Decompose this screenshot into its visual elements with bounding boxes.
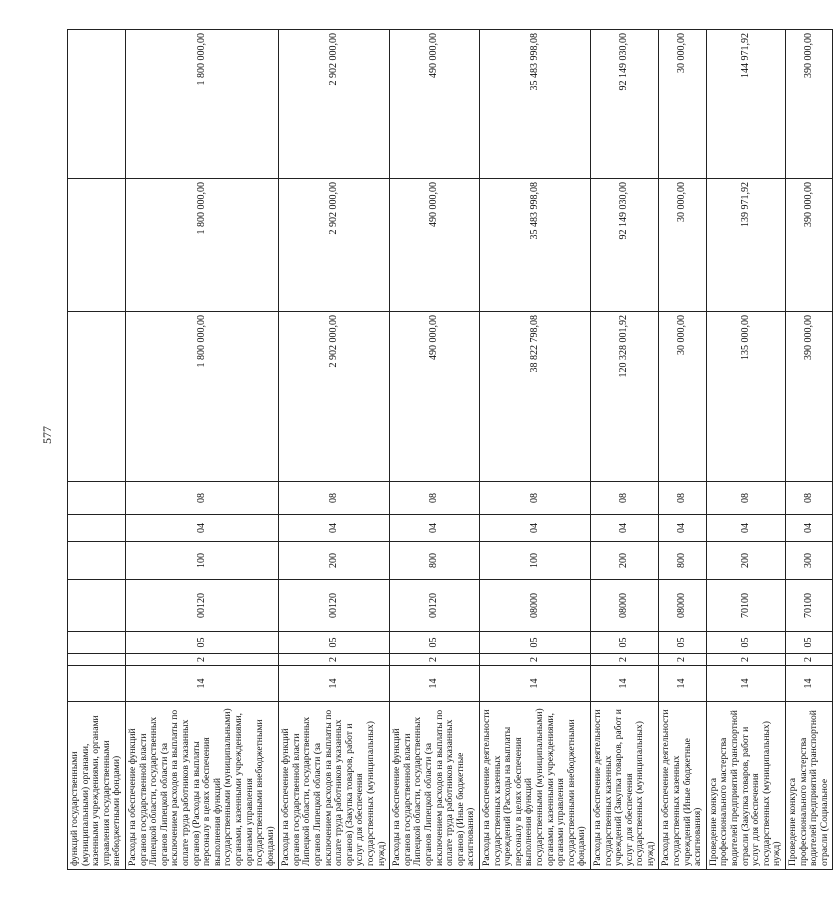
row-description: функций государственными (муниципальными) органами, казенными учреждениями, органами управления государственными внебюджетными фондами) <box>68 702 126 870</box>
cell-code-3: 05 <box>390 632 480 654</box>
cell-amount-2: 390 000,00 <box>786 179 833 312</box>
cell-amount-1: 38 822 798,08 <box>479 312 590 482</box>
row-description: Проведение конкурса профессионального мастерства водителей предприятий транспортной отрасли (Социальное <box>786 702 833 870</box>
cell-code-4: 08000 <box>590 580 659 632</box>
table-row <box>590 30 659 870</box>
cell-code-1: 14 <box>390 666 480 702</box>
cell-code-7: 08 <box>590 482 659 515</box>
cell-amount-2: 139 971,92 <box>706 179 785 312</box>
cell-code-2: 2 <box>786 654 833 666</box>
cell-code-7: 08 <box>479 482 590 515</box>
cell-amount-3: 30 000,00 <box>659 30 706 179</box>
row-description: Расходы на обеспечение деятельности государственных казенных учреждений (Иные бюджетные ассигнования) <box>659 702 706 870</box>
cell-code-3: 05 <box>786 632 833 654</box>
cell-amount-2: 490 000,00 <box>390 179 480 312</box>
cell-code-3: 05 <box>479 632 590 654</box>
cell-amount-3: 1 800 000,00 <box>125 30 278 179</box>
table-row <box>706 30 785 870</box>
table-row <box>786 30 833 870</box>
row-description: Расходы на обеспечение деятельности государственных казенных учреждений (Закупка товаров, работ и услуг для обеспечения государственных (муниципальных) нужд) <box>590 702 659 870</box>
page-number: 577 <box>40 426 54 444</box>
cell-code-7: 08 <box>706 482 785 515</box>
row-description: Расходы на обеспечение функций органов государственной власти Липецкой области, государственных органов Липецкой области (за исключением расходов на выплаты по оплате труда работников указанных органов) (Расходы на выплаты персоналу в целях обеспечения выполнения функций государственными (муниципальными) органами, казенными учреждениями, органами управления государственными внебюджетными фондами) <box>125 702 278 870</box>
cell-amount-1: 1 800 000,00 <box>125 312 278 482</box>
cell-code-3: 05 <box>706 632 785 654</box>
cell-code-6: 04 <box>706 515 785 542</box>
cell-code-4: 70100 <box>706 580 785 632</box>
cell-amount-2: 1 800 000,00 <box>125 179 278 312</box>
cell-amount-1: 135 000,00 <box>706 312 785 482</box>
cell-code-4: 70100 <box>786 580 833 632</box>
cell-code-3 <box>68 632 126 654</box>
cell-amount-2: 92 149 030,00 <box>590 179 659 312</box>
cell-code-6: 04 <box>786 515 833 542</box>
cell-code-5 <box>68 542 126 580</box>
cell-code-7: 08 <box>390 482 480 515</box>
cell-code-6: 04 <box>125 515 278 542</box>
row-description: Расходы на обеспечение функций органов государственной власти Липецкой области, государственных органов Липецкой области (за исключением расходов на выплаты по оплате труда работников указанных органов) (Закупка товаров, работ и услуг для обеспечения государственных (муниципальных) нужд) <box>279 702 390 870</box>
cell-code-2: 2 <box>659 654 706 666</box>
cell-amount-2: 2 902 000,00 <box>279 179 390 312</box>
cell-code-3: 05 <box>279 632 390 654</box>
cell-code-7: 08 <box>279 482 390 515</box>
row-description: Проведение конкурса профессионального мастерства водителей предприятий транспортной отрасли (Закупка товаров, работ и услуг для обеспечения государственных (муниципальных) нужд) <box>706 702 785 870</box>
row-description: Расходы на обеспечение деятельности государственных казенных учреждений (Расходы на выплаты персоналу в целях обеспечения выполнения функций государственными (муниципальными) органами, казенными учреждениями, органами управления государственными внебюджетными фондами) <box>479 702 590 870</box>
cell-code-7: 08 <box>659 482 706 515</box>
cell-code-5: 200 <box>706 542 785 580</box>
cell-amount-1 <box>68 312 126 482</box>
cell-amount-2 <box>68 179 126 312</box>
cell-amount-1: 120 328 001,92 <box>590 312 659 482</box>
cell-code-5: 800 <box>659 542 706 580</box>
cell-code-2: 2 <box>279 654 390 666</box>
cell-code-2: 2 <box>125 654 278 666</box>
table-row <box>390 30 480 870</box>
cell-amount-3 <box>68 30 126 179</box>
budget-table <box>67 29 833 870</box>
table-row <box>68 30 126 870</box>
cell-code-1: 14 <box>706 666 785 702</box>
cell-amount-1: 490 000,00 <box>390 312 480 482</box>
cell-code-6: 04 <box>390 515 480 542</box>
cell-code-7: 08 <box>125 482 278 515</box>
cell-code-4: 08000 <box>479 580 590 632</box>
cell-code-2 <box>68 654 126 666</box>
cell-code-3: 05 <box>590 632 659 654</box>
cell-code-7 <box>68 482 126 515</box>
cell-code-6: 04 <box>590 515 659 542</box>
row-description: Расходы на обеспечение функций органов государственной власти Липецкой области, государственных органов Липецкой области (за исключением расходов на выплаты по оплате труда работников указанных органов) (Иные бюджетные ассигнования) <box>390 702 480 870</box>
cell-code-7: 08 <box>786 482 833 515</box>
cell-code-1: 14 <box>659 666 706 702</box>
cell-amount-3: 390 000,00 <box>786 30 833 179</box>
table-row <box>479 30 590 870</box>
cell-code-2: 2 <box>479 654 590 666</box>
cell-code-1: 14 <box>479 666 590 702</box>
cell-code-5: 200 <box>279 542 390 580</box>
cell-code-5: 100 <box>479 542 590 580</box>
cell-code-2: 2 <box>706 654 785 666</box>
cell-amount-3: 490 000,00 <box>390 30 480 179</box>
cell-code-6: 04 <box>479 515 590 542</box>
cell-code-4: 00120 <box>390 580 480 632</box>
table-body <box>68 30 833 870</box>
cell-code-6: 04 <box>659 515 706 542</box>
table-row <box>279 30 390 870</box>
cell-amount-3: 35 483 998,08 <box>479 30 590 179</box>
cell-amount-1: 30 000,00 <box>659 312 706 482</box>
cell-code-4: 00120 <box>279 580 390 632</box>
budget-table-sheet <box>67 30 830 870</box>
cell-code-4 <box>68 580 126 632</box>
budget-table-rotated <box>67 30 830 870</box>
cell-code-3: 05 <box>125 632 278 654</box>
cell-code-2: 2 <box>590 654 659 666</box>
cell-code-4: 08000 <box>659 580 706 632</box>
cell-code-1: 14 <box>786 666 833 702</box>
cell-amount-3: 92 149 030,00 <box>590 30 659 179</box>
cell-code-1: 14 <box>125 666 278 702</box>
cell-amount-3: 144 971,92 <box>706 30 785 179</box>
table-row <box>659 30 706 870</box>
cell-code-6 <box>68 515 126 542</box>
cell-amount-1: 390 000,00 <box>786 312 833 482</box>
cell-code-5: 800 <box>390 542 480 580</box>
cell-code-5: 300 <box>786 542 833 580</box>
cell-code-1 <box>68 666 126 702</box>
cell-code-5: 100 <box>125 542 278 580</box>
cell-code-3: 05 <box>659 632 706 654</box>
cell-amount-3: 2 902 000,00 <box>279 30 390 179</box>
cell-code-1: 14 <box>590 666 659 702</box>
cell-code-4: 00120 <box>125 580 278 632</box>
cell-amount-1: 2 902 000,00 <box>279 312 390 482</box>
cell-code-2: 2 <box>390 654 480 666</box>
cell-code-1: 14 <box>279 666 390 702</box>
cell-code-6: 04 <box>279 515 390 542</box>
cell-amount-2: 30 000,00 <box>659 179 706 312</box>
cell-code-5: 200 <box>590 542 659 580</box>
cell-amount-2: 35 483 998,08 <box>479 179 590 312</box>
table-row <box>125 30 278 870</box>
